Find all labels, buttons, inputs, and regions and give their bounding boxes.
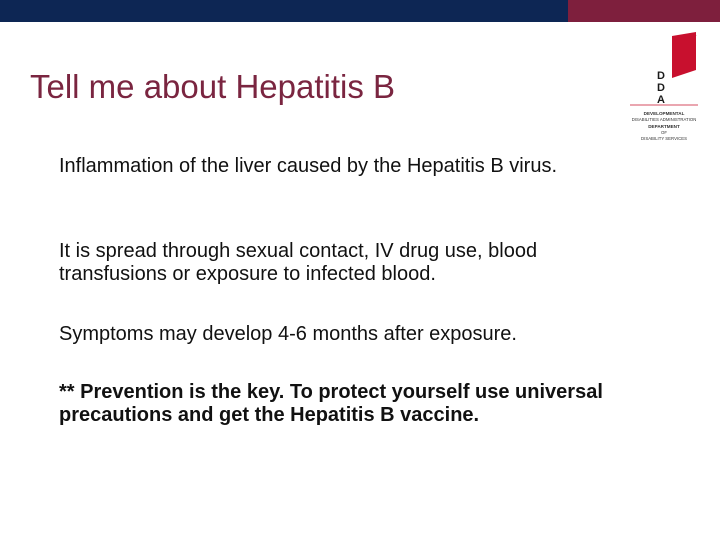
top-banner bbox=[0, 0, 720, 22]
slide-title: Tell me about Hepatitis B bbox=[30, 68, 396, 105]
paragraph-prevention: ** Prevention is the key. To protect yourself use universal precautions and get the Hepatitis B vaccine. bbox=[59, 381, 603, 426]
logo-line: DISABILITY SERVICES bbox=[641, 136, 687, 141]
top-banner-navy bbox=[0, 0, 568, 22]
logo-letter: A bbox=[657, 94, 665, 106]
logo-star-icon: ★ bbox=[690, 32, 698, 41]
dda-logo bbox=[624, 30, 704, 141]
paragraph-symptoms: Symptoms may develop 4-6 months after exposure. bbox=[59, 323, 517, 345]
logo-line: DEPARTMENT bbox=[648, 124, 680, 129]
logo-line: DISABILITIES ADMINISTRATION bbox=[631, 117, 697, 122]
logo-letters bbox=[649, 70, 673, 106]
logo-letter: D bbox=[657, 70, 665, 82]
logo-letter: D bbox=[657, 82, 665, 94]
logo-star-icon: ★ bbox=[682, 34, 690, 43]
paragraph-definition: Inflammation of the liver caused by the Hepatitis B virus. bbox=[59, 155, 558, 177]
top-banner-accent bbox=[568, 0, 720, 22]
logo-star-icon: ★ bbox=[674, 37, 682, 46]
logo-line: OF bbox=[661, 130, 667, 135]
paragraph-transmission: It is spread through sexual contact, IV drug use, blood transfusions or exposure to infected blood. bbox=[59, 240, 538, 285]
logo-line: DEVELOPMENTAL bbox=[643, 111, 685, 116]
